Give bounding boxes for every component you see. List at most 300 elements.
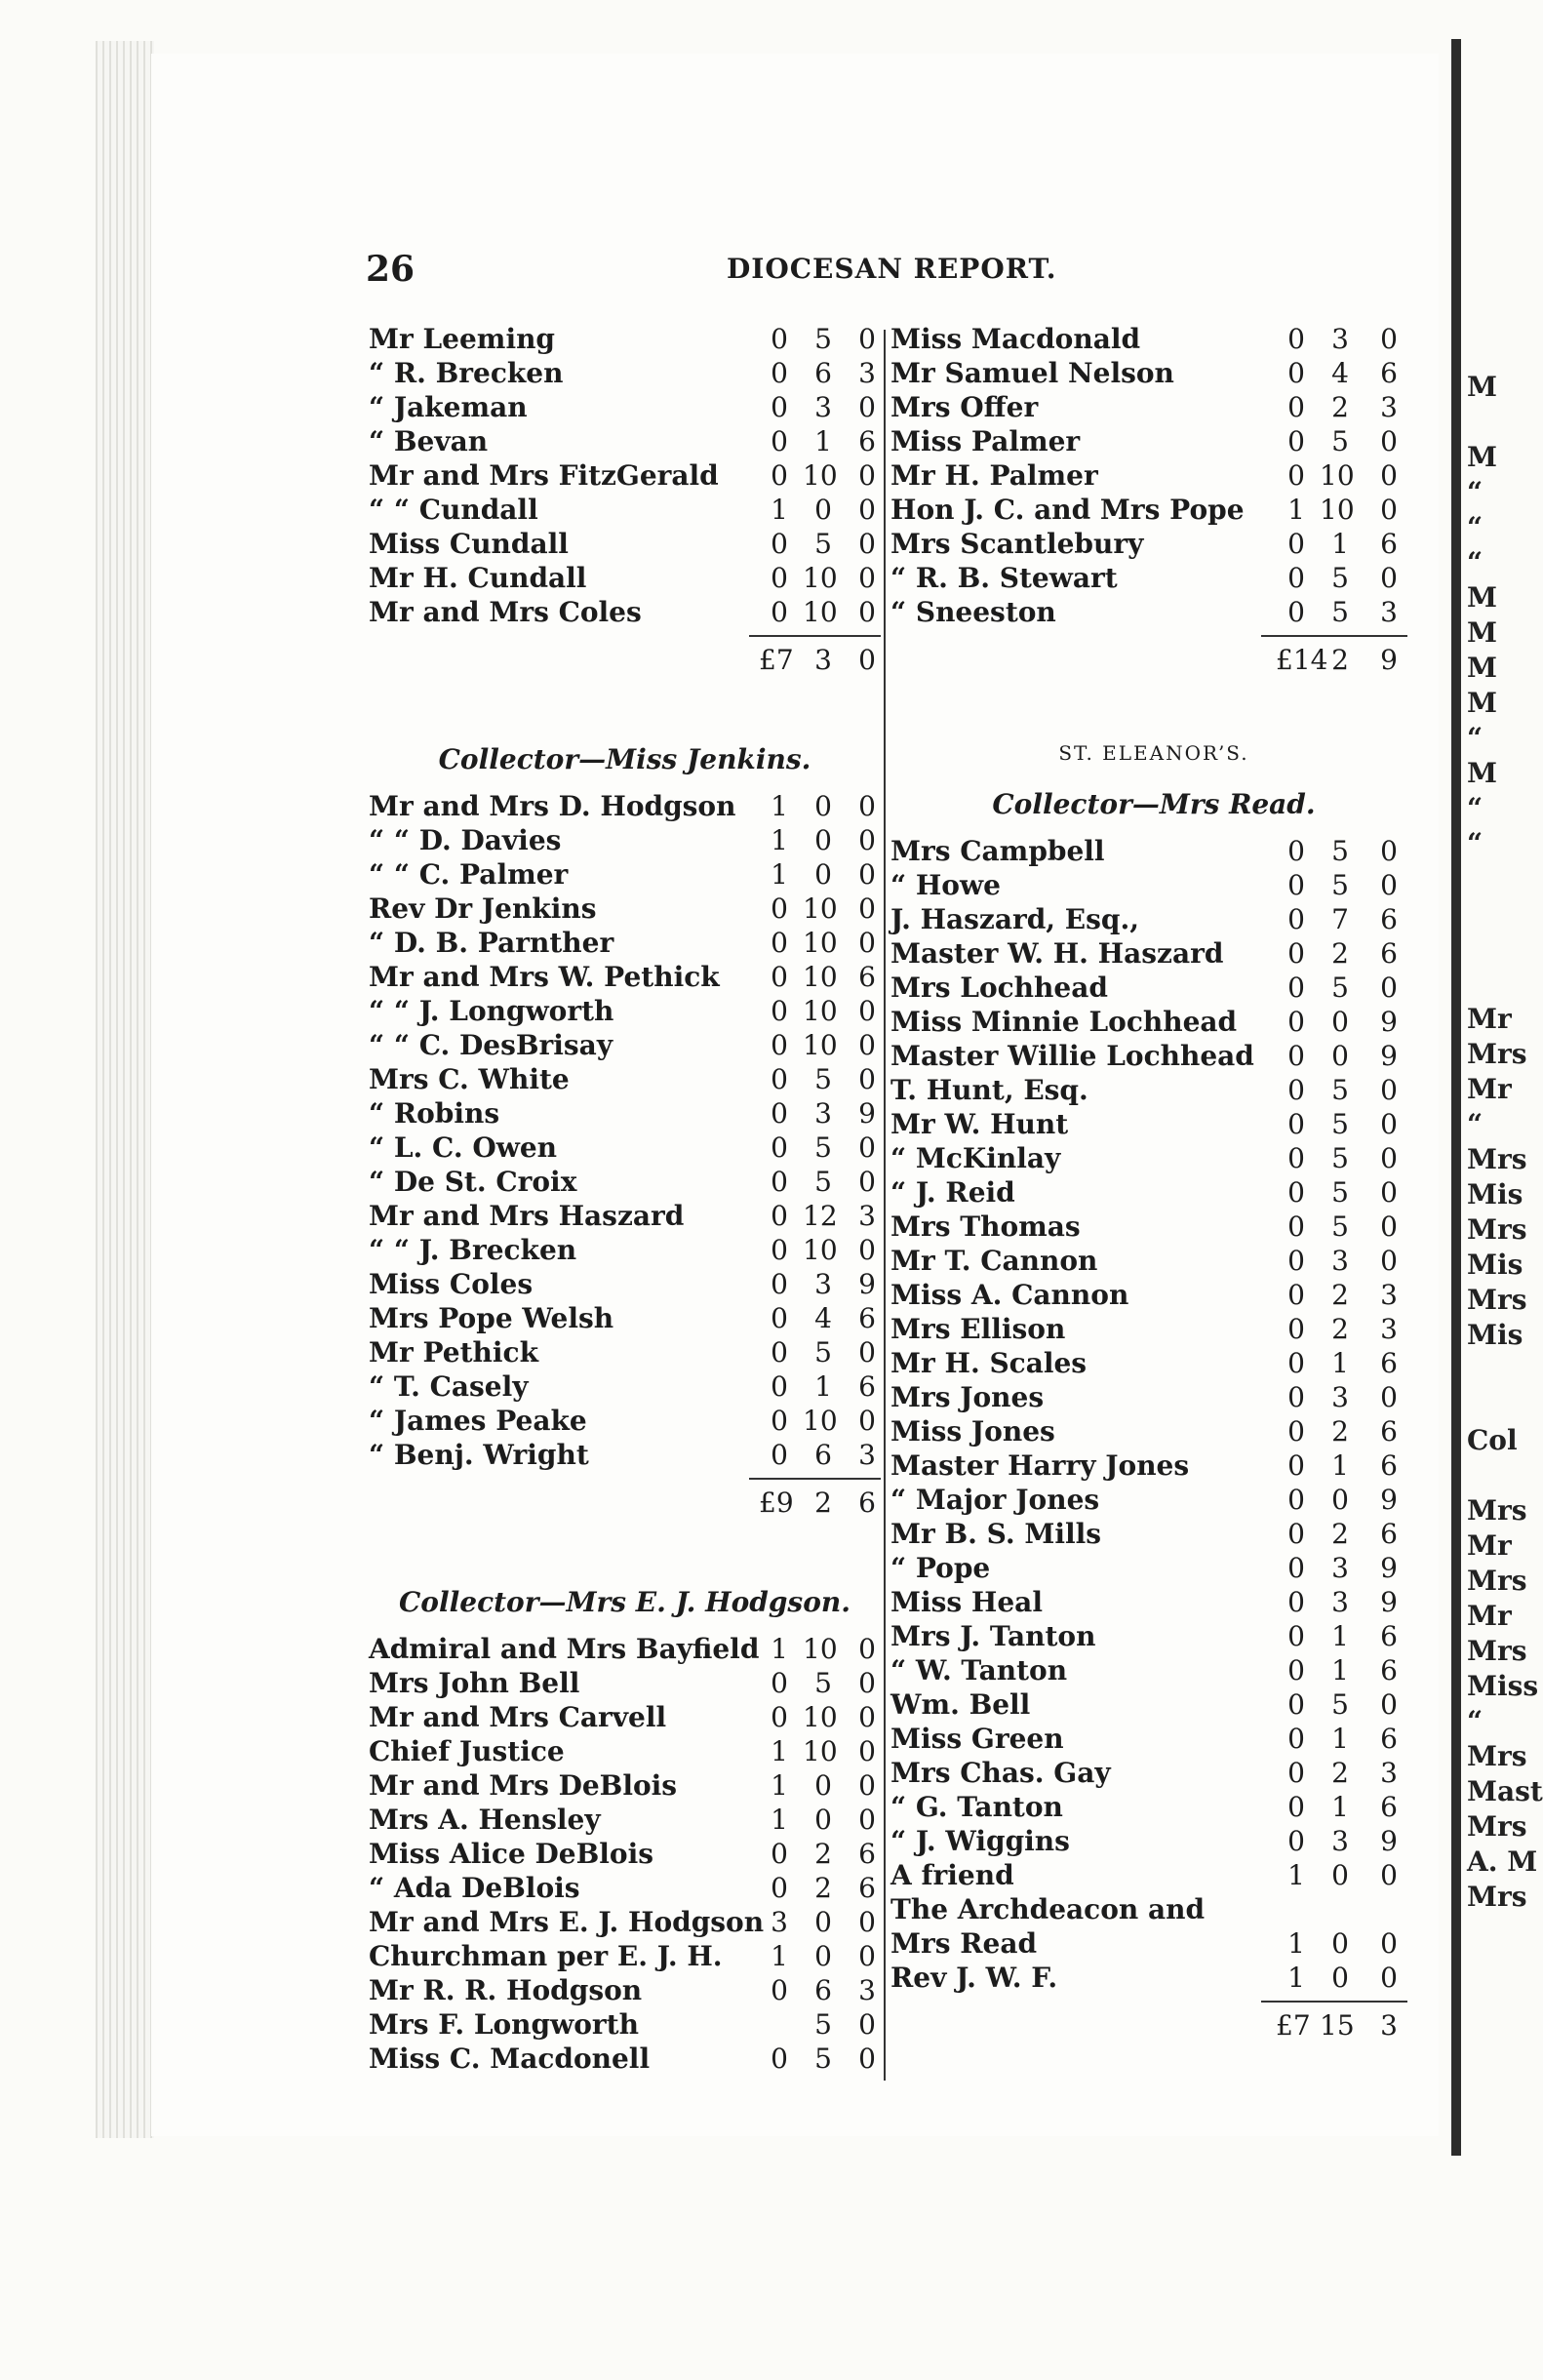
amount-shillings: 2: [1331, 391, 1349, 423]
amount-pence: 6: [1380, 937, 1398, 970]
amount-pence: 0: [858, 391, 876, 423]
amount-pounds: 1: [771, 1633, 788, 1665]
subscriber-name: Miss C. Macdonell: [369, 2043, 651, 2075]
amount-shillings: 5: [814, 1063, 832, 1095]
amount-pence: 6: [1380, 1415, 1398, 1448]
subscriber-row: [890, 1517, 1417, 1551]
subscriber-row: [369, 1404, 881, 1438]
subscriber-row: [369, 1369, 881, 1404]
edge-fragment: A. M: [1467, 1845, 1538, 1878]
amount-pounds: 0: [1287, 425, 1305, 457]
subscriber-name: Hon J. C. and Mrs Pope: [890, 494, 1245, 526]
amount-shillings: 1: [1331, 528, 1349, 560]
subscriber-row: [369, 926, 881, 960]
total-rule: [369, 1472, 881, 1486]
amount-pence: 0: [1380, 459, 1398, 492]
amount-pence: 0: [858, 927, 876, 959]
amount-pence: 0: [858, 494, 876, 526]
subscriber-row: [890, 834, 1417, 868]
amount-shillings: 2: [1331, 937, 1349, 970]
subscriber-name: “ De St. Croix: [369, 1166, 577, 1198]
subscriber-name: “ L. C. Owen: [369, 1131, 557, 1164]
amount-pounds: 1: [1287, 494, 1305, 526]
subscriber-row: [369, 2042, 881, 2076]
amount-pence: 3: [858, 1439, 876, 1471]
subscriber-name: “ Benj. Wright: [369, 1439, 589, 1471]
amount-pence: 0: [1380, 1108, 1398, 1140]
subscriber-row: [369, 1130, 881, 1165]
amount-pounds: 0: [1287, 972, 1305, 1004]
subscriber-name: Mr and Mrs Haszard: [369, 1200, 685, 1232]
subscriber-row: [369, 1768, 881, 1803]
amount-pounds: 0: [1287, 1484, 1305, 1516]
amount-pounds: 0: [771, 892, 788, 925]
subscriber-row: [369, 1165, 881, 1199]
amount-shillings: 5: [1331, 869, 1349, 901]
amount-pence: 0: [858, 1804, 876, 1836]
page-number: 26: [366, 249, 415, 290]
amount-pence: 6: [1380, 528, 1398, 560]
subscriber-name: Mr H. Palmer: [890, 459, 1098, 492]
subscriber-name: “ James Peake: [369, 1405, 587, 1437]
amount-pounds: 1: [771, 1804, 788, 1836]
edge-fragment: Mrs: [1467, 1143, 1527, 1175]
subscriber-row: [369, 1632, 881, 1666]
amount-pence: 6: [858, 1838, 876, 1870]
subscriber-name: “ Sneeston: [890, 596, 1056, 628]
amount-pounds: 0: [1287, 1040, 1305, 1072]
subscriber-name: Master W. H. Haszard: [890, 937, 1224, 970]
collector-heading: Collector—Miss Jenkins.: [438, 743, 811, 775]
amount-pence: 0: [858, 323, 876, 355]
amount-shillings: 6: [814, 1974, 832, 2006]
edge-fragment: M: [1467, 687, 1497, 719]
subscriber-name: Mr Leeming: [369, 323, 556, 355]
amount-shillings: 0: [1331, 1927, 1349, 1960]
subscriber-name: “ Jakeman: [369, 391, 528, 423]
subscriber-name: “ R. B. Stewart: [890, 562, 1118, 594]
amount-shillings: 5: [1331, 1074, 1349, 1106]
section-total: [369, 1486, 881, 1520]
subscriber-name: Mr B. S. Mills: [890, 1518, 1102, 1550]
amount-pence: 0: [1380, 323, 1398, 355]
amount-shillings: 0: [1331, 1006, 1349, 1038]
subscriber-row: [890, 1756, 1417, 1790]
collector-heading: Collector—Mrs Read.: [992, 788, 1316, 820]
subscriber-name: Miss Jones: [890, 1415, 1055, 1448]
amount-pounds: 0: [771, 961, 788, 993]
amount-pounds: 0: [771, 1302, 788, 1334]
subscriber-row: [890, 1107, 1417, 1141]
amount-shillings: 5: [1331, 562, 1349, 594]
page-gutter: [1451, 39, 1461, 2156]
amount-shillings: 12: [803, 1200, 838, 1232]
amount-pence: 0: [858, 2043, 876, 2075]
subscriber-row: [369, 892, 881, 926]
edge-fragment: “: [1467, 722, 1484, 754]
amount-pounds: 1: [771, 790, 788, 822]
subscriber-row: [369, 1734, 881, 1768]
subscriber-name: Mr H. Scales: [890, 1347, 1088, 1379]
amount-pounds: 0: [1287, 596, 1305, 628]
amount-pounds: 0: [1287, 1654, 1305, 1686]
subscriber-name: Mr T. Cannon: [890, 1245, 1098, 1277]
amount-shillings: 0: [1331, 1040, 1349, 1072]
amount-shillings: 0: [1331, 1962, 1349, 1994]
amount-pounds: 0: [771, 927, 788, 959]
amount-pence: 0: [1380, 1688, 1398, 1721]
amount-pounds: 0: [1287, 1791, 1305, 1823]
amount-pounds: 0: [1287, 528, 1305, 560]
amount-pence: 9: [1380, 1040, 1398, 1072]
amount-pence: 0: [1380, 1176, 1398, 1209]
amount-pounds: 0: [771, 528, 788, 560]
section-gap: [369, 677, 881, 731]
amount-pence: 6: [858, 1370, 876, 1403]
amount-shillings: 5: [814, 2008, 832, 2041]
amount-pence: 0: [858, 1701, 876, 1733]
amount-pence: 6: [1380, 357, 1398, 389]
edge-fragment: Mrs: [1467, 1284, 1527, 1316]
subscriber-name: “ D. B. Parnther: [369, 927, 614, 959]
amount-shillings: 3: [814, 391, 832, 423]
subscriber-name: Mr and Mrs D. Hodgson: [369, 790, 736, 822]
amount-pence: 0: [858, 892, 876, 925]
amount-pence: 0: [858, 995, 876, 1027]
amount-pounds: 0: [1287, 1688, 1305, 1721]
amount-shillings: 5: [814, 528, 832, 560]
edge-fragment: “: [1467, 827, 1484, 859]
amount-shillings: 10: [803, 995, 838, 1027]
amount-shillings: 3: [1331, 323, 1349, 355]
amount-pence: 0: [858, 824, 876, 856]
amount-shillings: 5: [814, 1667, 832, 1699]
edge-fragment: M: [1467, 757, 1497, 789]
edge-fragment: M: [1467, 371, 1497, 403]
subscriber-name: Mrs C. White: [369, 1063, 570, 1095]
amount-pence: 6: [1380, 1723, 1398, 1755]
subscriber-row: [369, 1438, 881, 1472]
amount-pence: 9: [1380, 1484, 1398, 1516]
edge-fragment: Mr: [1467, 1600, 1512, 1632]
amount-shillings: 5: [1331, 425, 1349, 457]
subscriber-name: “ Ada DeBlois: [369, 1872, 580, 1904]
amount-pounds: 0: [771, 995, 788, 1027]
subscriber-name: “ G. Tanton: [890, 1791, 1063, 1823]
edge-fragment: Mr: [1467, 1529, 1512, 1562]
amount-pence: 9: [1380, 1825, 1398, 1857]
subscriber-row: [369, 1233, 881, 1267]
subscriber-name: Miss Coles: [369, 1268, 534, 1300]
amount-shillings: 1: [1331, 1449, 1349, 1482]
amount-pence: 9: [1380, 1552, 1398, 1584]
amount-pounds: 0: [771, 1029, 788, 1061]
amount-pence: 0: [1380, 1245, 1398, 1277]
edge-fragment: Mrs: [1467, 1635, 1527, 1667]
amount-pounds: 0: [1287, 1723, 1305, 1755]
amount-shillings: 10: [803, 1405, 838, 1437]
amount-pence: 3: [1380, 1279, 1398, 1311]
subscriber-row: [369, 493, 881, 527]
subscriber-row: [890, 936, 1417, 971]
subscriber-row: [890, 1585, 1417, 1619]
amount-shillings: 0: [814, 1804, 832, 1836]
subscriber-row: [890, 527, 1417, 561]
amount-pence: 0: [858, 1633, 876, 1665]
subscriber-name: “ J. Wiggins: [890, 1825, 1070, 1857]
section-gap: [369, 1520, 881, 1573]
amount-pounds: 0: [1287, 1757, 1305, 1789]
edge-fragment: M: [1467, 581, 1497, 614]
amount-pence: 0: [858, 2008, 876, 2041]
subscriber-name: “ “ C. Palmer: [369, 858, 569, 891]
subscriber-name: Mr H. Cundall: [369, 562, 587, 594]
amount-pounds: 0: [771, 1268, 788, 1300]
subscriber-row: [369, 424, 881, 458]
subscriber-name: “ McKinlay: [890, 1142, 1061, 1174]
edge-fragment: Mr: [1467, 1073, 1512, 1105]
amount-pounds: 0: [771, 1200, 788, 1232]
amount-shillings: 0: [1331, 1859, 1349, 1891]
total-pounds: £7: [1276, 2009, 1311, 2042]
amount-shillings: 0: [814, 858, 832, 891]
subscriber-row: [890, 1380, 1417, 1414]
amount-shillings: 0: [814, 1906, 832, 1938]
amount-shillings: 1: [814, 1370, 832, 1403]
total-pence: 6: [858, 1487, 876, 1519]
subscriber-row: [890, 1858, 1417, 1892]
subscriber-row: [369, 1803, 881, 1837]
amount-shillings: 5: [1331, 1142, 1349, 1174]
subscriber-row: [890, 1244, 1417, 1278]
amount-shillings: 2: [814, 1838, 832, 1870]
amount-pounds: 0: [771, 1405, 788, 1437]
amount-pence: 0: [858, 1029, 876, 1061]
amount-pence: 0: [858, 1940, 876, 1972]
subscriber-row: [890, 1210, 1417, 1244]
subscriber-name: “ “ J. Brecken: [369, 1234, 577, 1266]
amount-pounds: 0: [771, 425, 788, 457]
total-shillings: 3: [814, 644, 832, 676]
subscriber-name: Miss Heal: [890, 1586, 1043, 1618]
amount-pounds: 0: [1287, 1176, 1305, 1209]
subscriber-row: [890, 595, 1417, 629]
amount-pounds: 0: [1287, 1142, 1305, 1174]
subscriber-name: Mr Samuel Nelson: [890, 357, 1174, 389]
subscriber-row: [369, 1700, 881, 1734]
subscriber-row: [369, 1028, 881, 1062]
subscriber-row: [890, 493, 1417, 527]
amount-shillings: 10: [803, 459, 838, 492]
amount-shillings: 1: [1331, 1723, 1349, 1755]
amount-shillings: 2: [1331, 1518, 1349, 1550]
amount-shillings: 0: [814, 790, 832, 822]
amount-pounds: 0: [1287, 1313, 1305, 1345]
subscriber-row: [369, 2007, 881, 2042]
amount-shillings: 2: [814, 1872, 832, 1904]
subscriber-row: [369, 1301, 881, 1335]
subscriber-name: A friend: [890, 1859, 1014, 1891]
total-rule: [890, 629, 1417, 643]
amount-shillings: 10: [803, 927, 838, 959]
subscriber-name: “ Robins: [369, 1097, 500, 1130]
amount-pounds: 0: [1287, 1552, 1305, 1584]
column-divider: [884, 330, 886, 2081]
subscriber-name: Mrs Scantlebury: [890, 528, 1144, 560]
amount-pounds: 0: [771, 1667, 788, 1699]
subscriber-row: [890, 1346, 1417, 1380]
subscriber-name: Mr and Mrs E. J. Hodgson: [369, 1906, 765, 1938]
subscriber-name: Mr and Mrs FitzGerald: [369, 459, 719, 492]
amount-pence: 0: [1380, 1142, 1398, 1174]
subscriber-name: Mr Pethick: [369, 1336, 538, 1368]
subscriber-name: “ J. Reid: [890, 1176, 1015, 1209]
amount-shillings: 1: [1331, 1791, 1349, 1823]
amount-pence: 0: [858, 528, 876, 560]
amount-shillings: 5: [1331, 1688, 1349, 1721]
amount-pounds: 0: [771, 357, 788, 389]
amount-pounds: 0: [771, 1872, 788, 1904]
subscriber-name: Mrs Read: [890, 1927, 1038, 1960]
subscriber-name: Mr and Mrs W. Pethick: [369, 961, 720, 993]
amount-shillings: 5: [1331, 1108, 1349, 1140]
amount-pence: 3: [1380, 596, 1398, 628]
amount-pounds: 0: [1287, 1518, 1305, 1550]
amount-pounds: 0: [1287, 357, 1305, 389]
edge-fragment: M: [1467, 616, 1497, 649]
amount-pounds: 0: [1287, 903, 1305, 935]
amount-shillings: 4: [1331, 357, 1349, 389]
subscriber-name: Miss Minnie Lochhead: [890, 1006, 1238, 1038]
edge-fragment: Mis: [1467, 1249, 1523, 1281]
subscriber-name: “ “ D. Davies: [369, 824, 562, 856]
subscriber-row: [890, 1687, 1417, 1722]
amount-shillings: 5: [1331, 1176, 1349, 1209]
total-rule: [890, 1995, 1417, 2008]
amount-pence: 3: [1380, 1757, 1398, 1789]
subscriber-row: [369, 390, 881, 424]
total-pounds: £7: [759, 644, 794, 676]
amount-pence: 0: [858, 1405, 876, 1437]
subscriber-name: Mr and Mrs Carvell: [369, 1701, 667, 1733]
edge-fragment: Mis: [1467, 1319, 1523, 1351]
subscriber-row: [369, 1837, 881, 1871]
amount-shillings: 5: [814, 2043, 832, 2075]
total-pounds: £14: [1276, 644, 1328, 676]
amount-pence: 6: [858, 1302, 876, 1334]
amount-shillings: 5: [1331, 835, 1349, 867]
amount-pounds: 0: [771, 1234, 788, 1266]
subscriber-row: [369, 994, 881, 1028]
left-column: [369, 322, 881, 2076]
middle-column: [890, 322, 1417, 2043]
amount-pence: 6: [858, 1872, 876, 1904]
amount-pence: 6: [1380, 1620, 1398, 1652]
amount-pounds: 0: [771, 1974, 788, 2006]
subscriber-row: [890, 1722, 1417, 1756]
amount-pence: 0: [858, 1166, 876, 1198]
amount-shillings: 10: [803, 1701, 838, 1733]
subscriber-name: Mrs Jones: [890, 1381, 1045, 1413]
subscriber-row: [890, 1414, 1417, 1448]
amount-shillings: 10: [803, 892, 838, 925]
subscriber-name: Miss Alice DeBlois: [369, 1838, 653, 1870]
total-pence: 3: [1380, 2009, 1398, 2042]
amount-shillings: 0: [814, 494, 832, 526]
subscriber-row: [369, 960, 881, 994]
amount-pounds: 1: [771, 1769, 788, 1802]
subscriber-row: [890, 1073, 1417, 1107]
amount-pounds: 0: [1287, 1006, 1305, 1038]
amount-pence: 3: [858, 357, 876, 389]
amount-pence: 0: [858, 1769, 876, 1802]
subscriber-name: “ Bevan: [369, 425, 489, 457]
amount-pounds: 0: [1287, 1415, 1305, 1448]
total-pence: 0: [858, 644, 876, 676]
edge-fragment: Miss: [1467, 1670, 1539, 1702]
amount-pence: 6: [1380, 1654, 1398, 1686]
subscriber-row: [890, 1551, 1417, 1585]
amount-shillings: 5: [814, 1131, 832, 1164]
subscriber-row: [369, 1871, 881, 1905]
amount-pence: 9: [858, 1268, 876, 1300]
subscriber-row: [890, 561, 1417, 595]
amount-shillings: 10: [803, 562, 838, 594]
edge-fragment: Mrs: [1467, 1213, 1527, 1246]
subscriber-name: Churchman per E. J. H.: [369, 1940, 723, 1972]
amount-pence: 0: [1380, 562, 1398, 594]
amount-pounds: 0: [1287, 1449, 1305, 1482]
amount-pounds: 3: [771, 1906, 788, 1938]
subscriber-name: Mr W. Hunt: [890, 1108, 1069, 1140]
amount-pounds: 0: [1287, 1620, 1305, 1652]
section-gap: [890, 677, 1417, 731]
edge-fragment: Col: [1467, 1424, 1518, 1456]
page-title: DIOCESAN REPORT.: [727, 253, 1057, 285]
subscriber-name: Miss Macdonald: [890, 323, 1141, 355]
subscriber-name: Admiral and Mrs Bayfield: [369, 1633, 760, 1665]
amount-shillings: 10: [803, 1029, 838, 1061]
amount-pence: 0: [1380, 1381, 1398, 1413]
amount-shillings: 0: [1331, 1484, 1349, 1516]
subscriber-row: [369, 527, 881, 561]
subscriber-name: Rev J. W. F.: [890, 1962, 1058, 1994]
total-rule: [369, 629, 881, 643]
subscriber-name: Mrs Chas. Gay: [890, 1757, 1111, 1789]
subscriber-row: [890, 971, 1417, 1005]
subscriber-row: [369, 1335, 881, 1369]
subscriber-row: [890, 1039, 1417, 1073]
edge-fragment: Mrs: [1467, 1038, 1527, 1070]
subscriber-name: Miss Palmer: [890, 425, 1081, 457]
subscriber-row: [369, 1973, 881, 2007]
subscriber-name: Miss Green: [890, 1723, 1064, 1755]
amount-pence: 3: [858, 1200, 876, 1232]
amount-shillings: 1: [1331, 1654, 1349, 1686]
subscriber-name: J. Haszard, Esq.,: [890, 903, 1139, 935]
subscriber-row: [890, 1961, 1417, 1995]
subscriber-name: Mr and Mrs DeBlois: [369, 1769, 678, 1802]
subscriber-row: [890, 1790, 1417, 1824]
edge-fragment: Mrs: [1467, 1565, 1527, 1597]
subscriber-row: [369, 1267, 881, 1301]
amount-pounds: 0: [1287, 391, 1305, 423]
subscriber-name: “ T. Casely: [369, 1370, 529, 1403]
amount-pounds: 0: [771, 1336, 788, 1368]
total-pence: 9: [1380, 644, 1398, 676]
edge-fragment: Mis: [1467, 1178, 1523, 1210]
amount-pounds: 0: [771, 2043, 788, 2075]
